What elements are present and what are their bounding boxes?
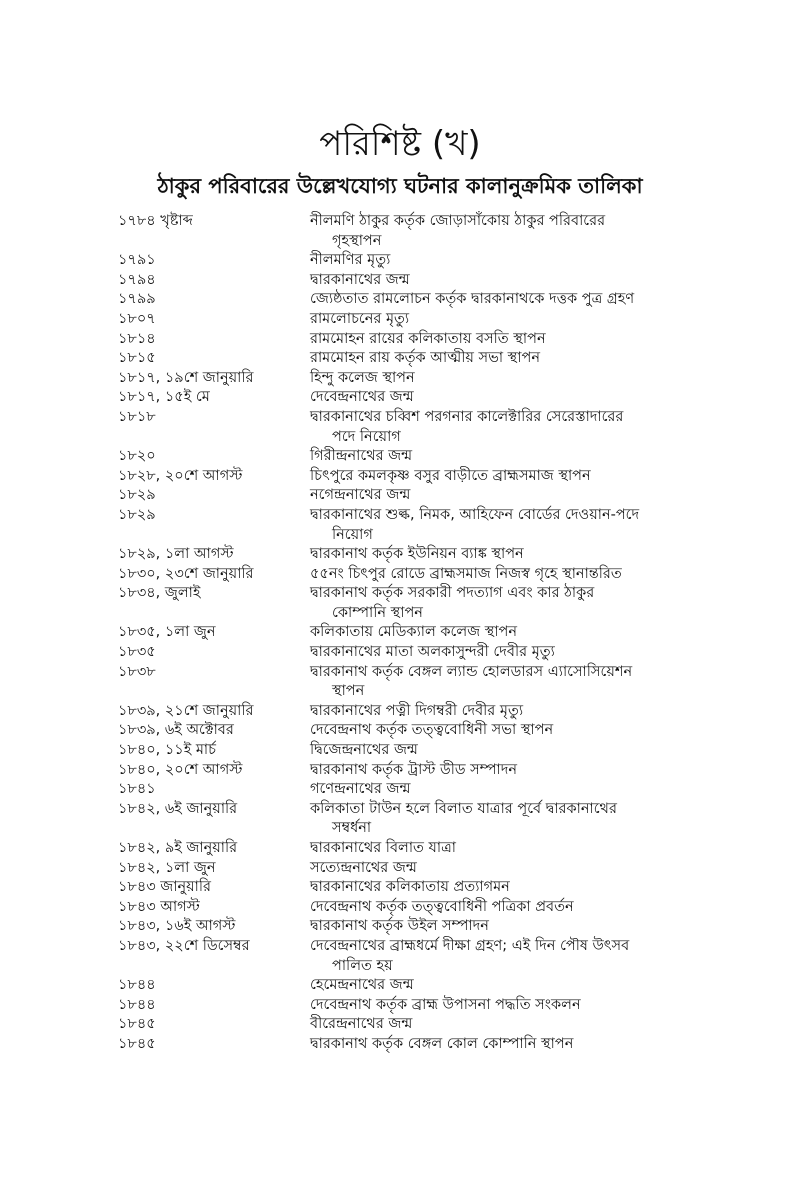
event-text: দ্বারকানাথ কর্তৃক ট্রাস্ট ডীড সম্পাদন	[310, 761, 518, 778]
chronology-row	[118, 271, 708, 291]
event-text: দ্বারকানাথ কর্তৃক ইউনিয়ন ব্যাঙ্ক স্থাপন	[310, 546, 524, 563]
event-description	[310, 408, 708, 447]
chronology-row	[118, 447, 708, 467]
chronology-row	[118, 1035, 708, 1055]
event-text: কলিকাতায় মেডিক্যাল কলেজ স্থাপন	[310, 624, 518, 641]
chronology-row	[118, 780, 708, 800]
chronology-subtitle: ঠাকুর পরিবারের উল্লেখযোগ্য ঘটনার কালানুক্রমিক তালিকা	[157, 174, 643, 198]
event-text: দেবেন্দ্রনাথের জন্ম	[310, 389, 414, 406]
event-description	[310, 388, 708, 408]
chronology-row	[118, 565, 708, 585]
event-date: ১৭৯৪	[118, 271, 156, 288]
chronology-row	[118, 467, 708, 487]
event-date: ১৮৩৫	[118, 644, 156, 661]
event-description	[310, 506, 708, 545]
event-text: নগেন্দ্রনাথের জন্ম	[310, 487, 411, 504]
event-description	[310, 663, 708, 702]
chronology-row	[118, 800, 708, 839]
chronology-row	[118, 741, 708, 761]
event-text: দেবেন্দ্রনাথ কর্তৃক তত্ত্ববোধিনী পত্রিকা প্রবর্তন	[310, 898, 574, 915]
event-text: হিন্দু কলেজ স্থাপন	[310, 369, 415, 386]
chronology-row	[118, 212, 708, 251]
chronology-row	[118, 839, 708, 859]
event-description	[310, 565, 708, 585]
event-description	[310, 545, 708, 565]
event-text-continued: নিয়োগ	[332, 526, 373, 543]
event-description	[310, 839, 708, 859]
event-date: ১৮১৫	[118, 350, 156, 367]
chronology-row	[118, 917, 708, 937]
event-date: ১৭৮৪ খৃষ্টাব্দ	[118, 213, 193, 229]
event-date: ১৮৪৩ জানুয়ারি	[118, 879, 211, 896]
event-date: ১৮৪১	[118, 781, 156, 798]
event-text: চিৎপুরে কমলকৃষ্ণ বসুর বাড়ীতে ব্রাহ্মসমাজ স্থাপন	[310, 467, 591, 484]
chronology-row	[118, 545, 708, 565]
event-date: ১৮১৭, ১৯শে জানুয়ারি	[118, 369, 254, 386]
event-text: বীরেন্দ্রনাথের জন্ম	[310, 1016, 413, 1033]
event-description	[310, 643, 708, 663]
appendix-title: পরিশিষ্ট (খ)	[319, 124, 481, 164]
event-description	[310, 976, 708, 996]
event-date: ১৮২৯, ১লা আগস্ট	[118, 546, 234, 563]
event-description	[310, 447, 708, 467]
event-date: ১৮২৮, ২০শে আগস্ট	[118, 467, 243, 484]
event-description	[310, 310, 708, 330]
event-text: দ্বারকানাথের শুল্ক, নিমক, আহিফেন বোর্ডের দেওয়ান-পদে	[310, 506, 640, 523]
event-date: ১৮৪৩, ২২শে ডিসেম্বর	[118, 937, 250, 954]
event-description	[310, 584, 708, 623]
event-date: ১৮৪৩, ১৬ই আগস্ট	[118, 918, 236, 935]
chronology-row	[118, 761, 708, 781]
event-text-continued: স্থাপন	[332, 683, 365, 700]
event-date: ১৮০৭	[118, 310, 156, 327]
event-text: রামমোহন রায়ের কলিকাতায় বসতি স্থাপন	[310, 330, 546, 347]
event-date: ১৮৩৯, ৬ই অক্টোবর	[118, 722, 234, 739]
event-text: দ্বারকানাথ কর্তৃক সরকারী পদত্যাগ এবং কার ঠাকুর	[310, 585, 595, 602]
chronology-row	[118, 584, 708, 623]
event-text: গিরীন্দ্রনাথের জন্ম	[310, 448, 413, 465]
chronology-row	[118, 330, 708, 350]
event-description	[310, 486, 708, 506]
event-date: ১৮১৭, ১৫ই মে	[118, 389, 210, 406]
event-date: ১৮২০	[118, 448, 156, 465]
event-text: হেমেন্দ্রনাথের জন্ম	[310, 977, 414, 994]
event-description	[310, 761, 708, 781]
event-description	[310, 271, 708, 291]
event-date: ১৮৩৮	[118, 663, 156, 680]
event-date: ১৭৯৯	[118, 291, 156, 308]
chronology-row	[118, 290, 708, 310]
event-description	[310, 741, 708, 761]
chronology-row	[118, 408, 708, 447]
chronology-table	[118, 212, 708, 1055]
event-text: দ্বারকানাথের বিলাত যাত্রা	[310, 840, 456, 856]
event-date: ১৮৩৪, জুলাই	[118, 585, 201, 602]
chronology-row	[118, 996, 708, 1016]
event-text: নীলমণির মৃত্যু	[310, 252, 391, 269]
event-text: নীলমণি ঠাকুর কর্তৃক জোড়াসাঁকোয় ঠাকুর পরিবারের	[310, 213, 606, 229]
chronology-row	[118, 251, 708, 271]
event-text: কলিকাতা টাউন হলে বিলাত যাত্রার পূর্বে দ্বারকানাথের	[310, 800, 617, 817]
chronology-row	[118, 702, 708, 722]
chronology-row	[118, 369, 708, 389]
event-date: ১৮৪৪	[118, 977, 156, 994]
event-text: দ্বিজেন্দ্রনাথের জন্ম	[310, 742, 418, 759]
event-description	[310, 251, 708, 271]
event-date: ১৮১৮	[118, 408, 156, 425]
event-date: ১৮৪২, ৯ই জানুয়ারি	[118, 840, 238, 856]
event-description	[310, 349, 708, 369]
chronology-row	[118, 349, 708, 369]
chronology-row	[118, 663, 708, 702]
event-date: ১৮১৪	[118, 330, 156, 347]
chronology-row	[118, 643, 708, 663]
event-date: ১৮৪২, ১লা জুন	[118, 859, 216, 876]
event-description	[310, 878, 708, 898]
event-description	[310, 780, 708, 800]
event-text: জ্যেষ্ঠতাত রামলোচন কর্তৃক দ্বারকানাথকে দত্তক পুত্র গ্রহণ	[310, 291, 635, 308]
event-text: সত্যেন্দ্রনাথের জন্ম	[310, 859, 417, 876]
chronology-row	[118, 859, 708, 879]
event-description	[310, 996, 708, 1016]
event-date: ১৮২৯	[118, 506, 156, 523]
event-description	[310, 800, 708, 839]
event-description	[310, 369, 708, 389]
event-date: ১৮৪০, ২০শে আগস্ট	[118, 761, 243, 778]
event-text: দ্বারকানাথের মাতা অলকাসুন্দরী দেবীর মৃত্যু	[310, 644, 555, 661]
event-date: ১৮৪০, ১১ই মার্চ	[118, 742, 216, 759]
event-text: দ্বারকানাথ কর্তৃক উইল সম্পাদন	[310, 918, 489, 935]
chronology-row	[118, 937, 708, 976]
chronology-row	[118, 506, 708, 545]
chronology-row	[118, 721, 708, 741]
chronology-row	[118, 976, 708, 996]
event-description	[310, 330, 708, 350]
chronology-row	[118, 310, 708, 330]
event-text: দেবেন্দ্রনাথ কর্তৃক ব্রাহ্ম উপাসনা পদ্ধতি সংকলন	[310, 996, 581, 1013]
event-text: দ্বারকানাথ কর্তৃক বেঙ্গল ল্যান্ড হোলডারস এ্যাসোসিয়েশন	[310, 663, 633, 680]
chronology-row	[118, 388, 708, 408]
event-date: ১৮৩৫, ১লা জুন	[118, 624, 216, 641]
event-date: ১৮৩৯, ২১শে জানুয়ারি	[118, 702, 254, 719]
event-description	[310, 290, 708, 310]
chronology-row	[118, 623, 708, 643]
event-description	[310, 917, 708, 937]
event-date: ১৮২৯	[118, 487, 156, 504]
event-text: দ্বারকানাথের কলিকাতায় প্রত্যাগমন	[310, 879, 510, 896]
event-text: দ্বারকানাথের চব্বিশ পরগনার কালেক্টারির সেরেস্তাদারের	[310, 408, 624, 425]
event-description	[310, 1035, 708, 1055]
chronology-row	[118, 878, 708, 898]
event-text-continued: পদে নিয়োগ	[332, 428, 401, 445]
event-text: দেবেন্দ্রনাথ কর্তৃক তত্ত্ববোধিনী সভা স্থাপন	[310, 722, 554, 739]
event-text-continued: কোম্পানি স্থাপন	[332, 604, 423, 621]
event-description	[310, 702, 708, 722]
event-description	[310, 937, 708, 976]
event-text: রামলোচনের মৃত্যু	[310, 310, 410, 327]
event-date: ১৮৪৩ আগস্ট	[118, 898, 200, 915]
event-text-continued: গৃহস্থাপন	[332, 232, 382, 249]
event-date: ১৮৪৫	[118, 1016, 156, 1033]
event-text: দ্বারকানাথের পত্নী দিগম্বরী দেবীর মৃত্যু	[310, 702, 524, 719]
event-description	[310, 898, 708, 918]
event-text: ৫৫নং চিৎপুর রোডে ব্রাহ্মসমাজ নিজস্ব গৃহে স্থানান্তরিত	[310, 565, 622, 582]
event-text: দ্বারকানাথ কর্তৃক বেঙ্গল কোল কোম্পানি স্থাপন	[310, 1035, 574, 1052]
event-description	[310, 467, 708, 487]
event-text: রামমোহন রায় কর্তৃক আত্মীয় সভা স্থাপন	[310, 350, 540, 367]
event-text-continued: সম্বর্ধনা	[332, 820, 372, 837]
event-description	[310, 859, 708, 879]
event-description	[310, 1015, 708, 1035]
event-text-continued: পালিত হয়	[332, 957, 393, 974]
event-description	[310, 623, 708, 643]
chronology-row	[118, 1015, 708, 1035]
event-text: দ্বারকানাথের জন্ম	[310, 271, 410, 288]
event-description	[310, 212, 708, 251]
event-description	[310, 721, 708, 741]
event-text: গণেন্দ্রনাথের জন্ম	[310, 781, 411, 798]
chronology-row	[118, 486, 708, 506]
event-text: দেবেন্দ্রনাথের ব্রাহ্মধর্মে দীক্ষা গ্রহণ; এই দিন পৌষ উৎসব	[310, 937, 630, 954]
event-date: ১৮৪৫	[118, 1035, 156, 1052]
event-date: ১৭৯১	[118, 252, 156, 269]
chronology-row	[118, 898, 708, 918]
event-date: ১৮৩০, ২৩শে জানুয়ারি	[118, 565, 254, 582]
event-date: ১৮৪৪	[118, 996, 156, 1013]
event-date: ১৮৪২, ৬ই জানুয়ারি	[118, 800, 238, 817]
